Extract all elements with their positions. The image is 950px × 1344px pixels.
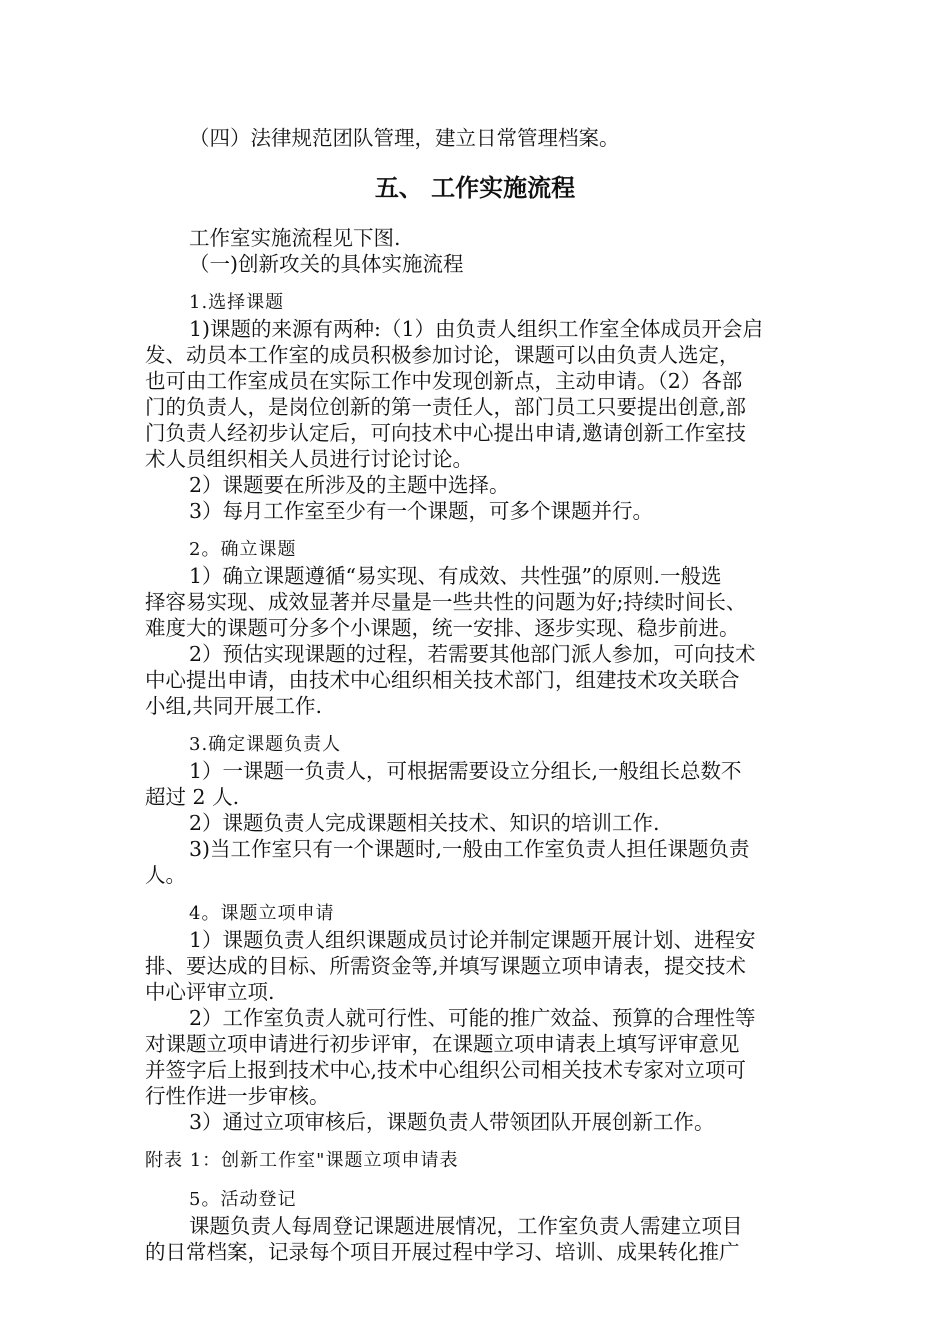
paragraph-line: 1）确立课题遵循“易实现、有成效、共性强”的原则.一般选 bbox=[189, 564, 722, 588]
paragraph-line: 超过 2 人. bbox=[145, 785, 240, 809]
paragraph-line: 也可由工作室成员在实际工作中发现创新点，主动申请。（2）各部 bbox=[145, 369, 743, 393]
paragraph-line: 1）一课题一负责人，可根据需要设立分组长,一般组长总数不 bbox=[189, 759, 742, 783]
step1-heading: 1.选择课题 bbox=[189, 292, 285, 313]
step5-heading: 5。活动登记 bbox=[189, 1189, 297, 1210]
paragraph-line: 2）预估实现课题的过程，若需要其他部门派人参加，可向技术 bbox=[189, 642, 756, 666]
intro-text: 工作室实施流程见下图. bbox=[189, 226, 401, 250]
paragraph-line: 2）课题负责人完成课题相关技术、知识的培训工作. bbox=[189, 811, 660, 835]
paragraph-line: 小组,共同开展工作. bbox=[145, 694, 323, 718]
paragraph-line: 3）通过立项审核后，课题负责人带领团队开展创新工作。 bbox=[189, 1110, 715, 1134]
paragraph-line: 并签字后上报到技术中心,技术中心组织公司相关技术专家对立项可 bbox=[145, 1058, 747, 1082]
section-five-heading: 五、 工作实施流程 bbox=[374, 174, 576, 202]
paragraph-line: 1）课题负责人组织课题成员讨论并制定课题开展计划、进程安 bbox=[189, 928, 756, 952]
paragraph-line: 难度大的课题可分多个小课题，统一安排、逐步实现、稳步前进。 bbox=[145, 616, 740, 640]
paragraph-line: 1)课题的来源有两种:（1）由负责人组织工作室全体成员开会启 bbox=[189, 317, 763, 341]
step3-heading: 3.确定课题负责人 bbox=[189, 734, 342, 755]
paragraph-line: 发、动员本工作室的成员积极参加讨论，课题可以由负责人选定， bbox=[145, 343, 740, 367]
paragraph-line: 3)当工作室只有一个课题时,一般由工作室负责人担任课题负责 bbox=[189, 837, 750, 861]
attachment-note: 附表 1：创新工作室"课题立项申请表 bbox=[145, 1150, 459, 1171]
paragraph-line: 术人员组织相关人员进行讨论讨论。 bbox=[145, 447, 473, 471]
paragraph-line: 中心提出申请，由技术中心组织相关技术部门，组建技术攻关联合 bbox=[145, 668, 740, 692]
paragraph-line: 行性作进一步审核。 bbox=[145, 1084, 330, 1108]
paragraph-line: 2）课题要在所涉及的主题中选择。 bbox=[189, 473, 510, 497]
step4-heading: 4。课题立项申请 bbox=[189, 903, 335, 924]
paragraph-line: 对课题立项申请进行初步评审，在课题立项申请表上填写评审意见 bbox=[145, 1032, 740, 1056]
paragraph-line: 排、要达成的目标、所需资金等,并填写课题立项申请表，提交技术 bbox=[145, 954, 747, 978]
section-four-text: （四）法律规范团队管理，建立日常管理档案。 bbox=[189, 126, 620, 150]
paragraph-line: 门的负责人，是岗位创新的第一责任人，部门员工只要提出创意,部 bbox=[145, 395, 747, 419]
paragraph-line: 人。 bbox=[145, 863, 186, 887]
paragraph-line: 2）工作室负责人就可行性、可能的推广效益、预算的合理性等 bbox=[189, 1006, 756, 1030]
subsection-one-heading: （一)创新攻关的具体实施流程 bbox=[189, 252, 464, 276]
paragraph-line: 3）每月工作室至少有一个课题，可多个课题并行。 bbox=[189, 499, 654, 523]
paragraph-line: 中心评审立项. bbox=[145, 980, 275, 1004]
paragraph-line: 门负责人经初步认定后，可向技术中心提出申请,邀请创新工作室技 bbox=[145, 421, 747, 445]
step2-heading: 2。确立课题 bbox=[189, 539, 297, 560]
paragraph-line: 课题负责人每周登记课题进展情况，工作室负责人需建立项目 bbox=[189, 1214, 743, 1238]
paragraph-line: 择容易实现、成效显著并尽量是一些共性的问题为好;持续时间长、 bbox=[145, 590, 747, 614]
paragraph-line: 的日常档案，记录每个项目开展过程中学习、培训、成果转化推广 bbox=[145, 1240, 740, 1264]
